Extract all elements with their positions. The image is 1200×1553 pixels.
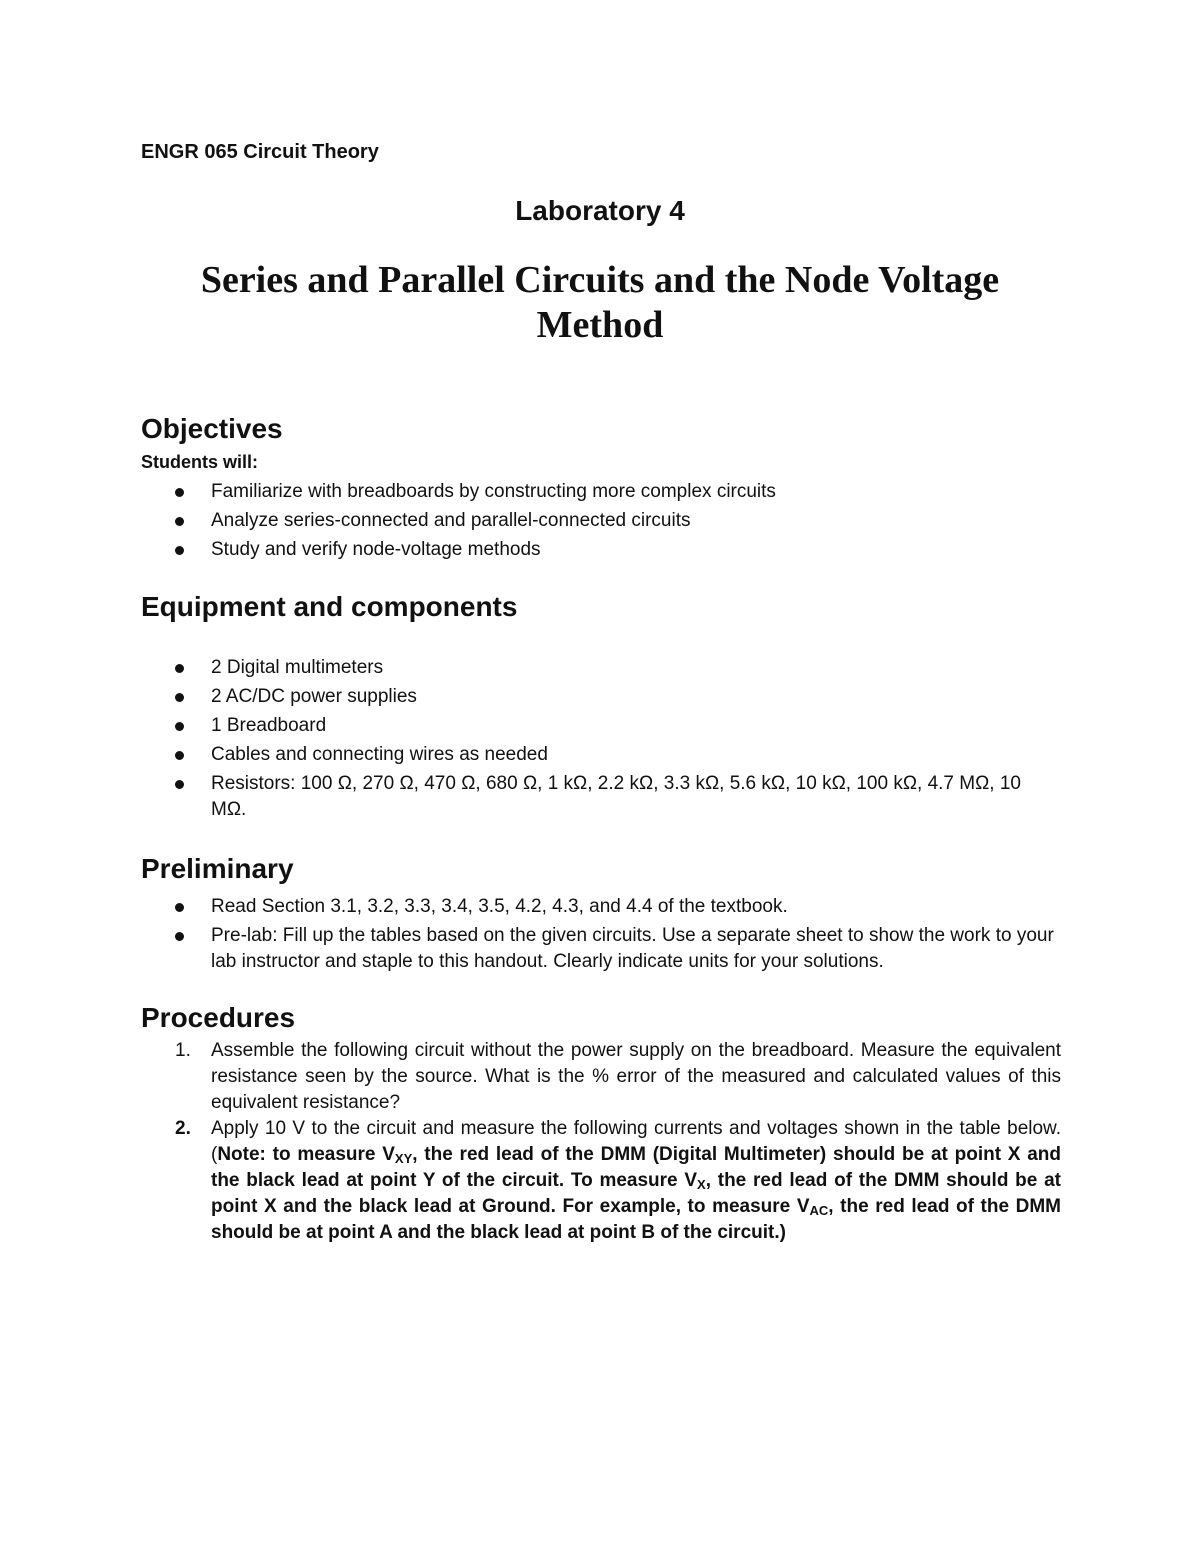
list-item: 2 AC/DC power supplies <box>141 684 1061 710</box>
list-item: 1 Breadboard <box>141 713 1061 739</box>
preliminary-list <box>141 894 1061 975</box>
objectives-list <box>141 479 1061 563</box>
list-item <box>141 1116 1061 1246</box>
objectives-heading: Objectives <box>141 413 283 444</box>
bullet-icon <box>175 546 184 555</box>
bullet-icon <box>175 488 184 497</box>
procedures-heading: Procedures <box>141 1002 296 1033</box>
bullet-icon <box>175 722 184 731</box>
step-note: Note: to measure $V_{XY}$, the red lead of the DMM (Digital Multimeter) should be at point X and the black lead at point Y of the circuit. To measure $V_X$, the red lead of the DMM should be at point X and the black lead at Ground. For example, to measure $V_{AC}$, the red lead of the DMM should be at point A and the black lead at point B of the circuit.) <box>211 1144 1061 1243</box>
objectives-intro: Students will: <box>141 452 258 472</box>
bullet-icon <box>175 780 184 789</box>
list-item: Familiarize with breadboards by constructing more complex circuits <box>141 479 1061 505</box>
bullet-icon <box>175 664 184 673</box>
list-item <box>141 1038 1061 1116</box>
bullet-icon <box>175 751 184 760</box>
bullet-icon <box>175 517 184 526</box>
list-item: Cables and connecting wires as needed <box>141 742 1061 768</box>
list-item: Study and verify node-voltage methods <box>141 537 1061 563</box>
list-item: Analyze series-connected and parallel-connected circuits <box>141 508 1061 534</box>
course-title: ENGR 065 Circuit Theory <box>141 141 379 163</box>
list-item: 2 Digital multimeters <box>141 655 1061 681</box>
list-item: Read Section 3.1, 3.2, 3.3, 3.4, 3.5, 4.2, 4.3, and 4.4 of the textbook. <box>141 894 1061 920</box>
list-item: Resistors: 100 Ω, 270 Ω, 470 Ω, 680 Ω, 1 kΩ, 2.2 kΩ, 3.3 kΩ, 5.6 kΩ, 10 kΩ, 100 kΩ, 4.7 MΩ, 10 MΩ. <box>141 771 1061 823</box>
equipment-heading: Equipment and components <box>141 591 518 622</box>
procedures-list <box>141 1038 1061 1246</box>
list-item: Pre-lab: Fill up the tables based on the given circuits. Use a separate sheet to show the work to your lab instructor and staple to this handout. Clearly indicate units for your solutions. <box>141 923 1061 975</box>
step-number: 1. <box>175 1040 191 1061</box>
step-text: Assemble the following circuit without the power supply on the breadboard. Measure the equivalent resistance seen by the source. What is the % error of the measured and calculated values of this equivalent resistance? <box>211 1040 1061 1113</box>
lab-number: Laboratory 4 <box>515 195 685 226</box>
bullet-icon <box>175 903 184 912</box>
step-text: Apply 10 V to the circuit and measure the following currents and voltages shown in the table below. ( <box>211 1118 1061 1165</box>
equipment-list <box>141 655 1061 823</box>
bullet-icon <box>175 693 184 702</box>
page-title: Series and Parallel Circuits and the Node Voltage Method <box>200 259 1000 346</box>
preliminary-heading: Preliminary <box>141 853 294 884</box>
bullet-icon <box>175 932 184 941</box>
step-number: 2. <box>175 1118 191 1139</box>
